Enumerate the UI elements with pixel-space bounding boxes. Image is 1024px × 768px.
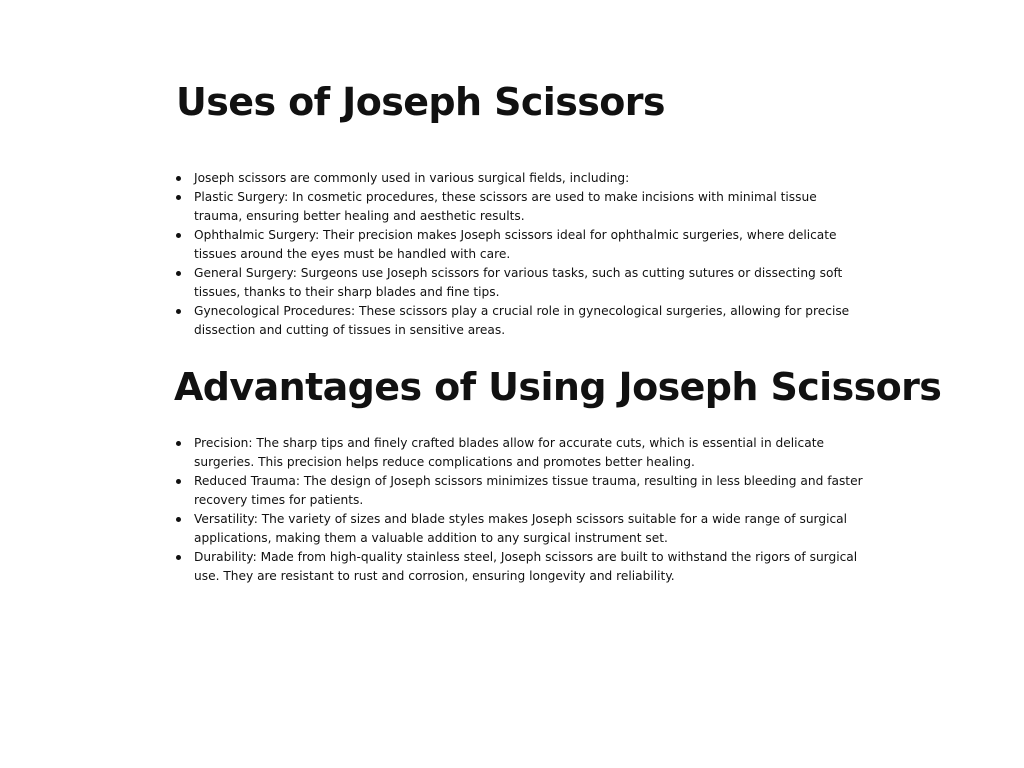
uses-heading: Uses of Joseph Scissors [176,80,665,124]
list-item: Plastic Surgery: In cosmetic procedures, these scissors are used to make incisions with minimal tissue trauma, ensuring better healing and aesthetic results. [174,188,854,226]
list-item: Gynecological Procedures: These scissors play a crucial role in gynecological surgeries, allowing for precise dissection and cutting of tissues in sensitive areas. [174,302,854,340]
list-item: Precision: The sharp tips and finely crafted blades allow for accurate cuts, which is essential in delicate surgeries. This precision helps reduce complications and promotes better healing. [174,434,864,472]
uses-list [174,169,854,340]
list-item: Reduced Trauma: The design of Joseph scissors minimizes tissue trauma, resulting in less bleeding and faster recovery times for patients. [174,472,864,510]
list-item: Ophthalmic Surgery: Their precision makes Joseph scissors ideal for ophthalmic surgeries, where delicate tissues around the eyes must be handled with care. [174,226,854,264]
list-item: Versatility: The variety of sizes and blade styles makes Joseph scissors suitable for a wide range of surgical applications, making them a valuable addition to any surgical instrument set. [174,510,864,548]
advantages-list [174,434,864,586]
advantages-heading: Advantages of Using Joseph Scissors [174,365,942,409]
list-item: Durability: Made from high-quality stainless steel, Joseph scissors are built to withstand the rigors of surgical use. They are resistant to rust and corrosion, ensuring longevity and reliability. [174,548,864,586]
list-item: General Surgery: Surgeons use Joseph scissors for various tasks, such as cutting sutures or dissecting soft tissues, thanks to their sharp blades and fine tips. [174,264,854,302]
list-item: Joseph scissors are commonly used in various surgical fields, including: [174,169,854,188]
